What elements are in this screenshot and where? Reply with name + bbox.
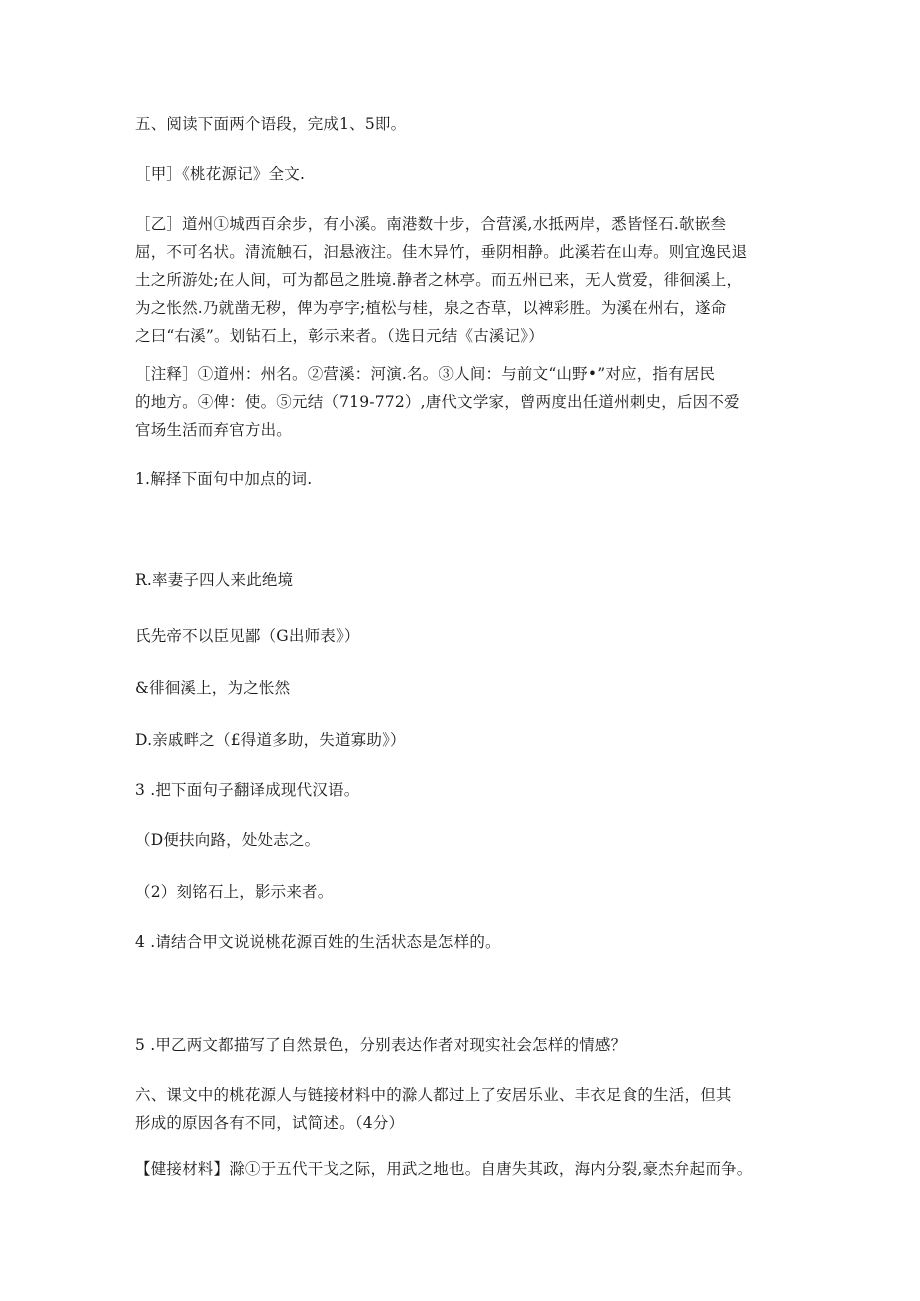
question-1: 1.解择下面句中加点的词. bbox=[135, 470, 313, 488]
question-3: 3 .把下面句子翻译成现代汉语。 bbox=[135, 781, 360, 799]
yi-line: 土之所游处;在人间，可为都邑之胜境.静者之林亭。而五州已来，无人赏爱，徘徊溪上， bbox=[135, 271, 743, 289]
section5-heading: 五、阅读下面两个语段，完成1、5即。 bbox=[135, 115, 407, 133]
notes-line: 的地方。④俾：使。⑤元结（719-772）,唐代文学家，曾两度出任道州刺史，后因不爱 bbox=[135, 393, 740, 411]
question-3-item-2: （2）刻铭石上，影示来者。 bbox=[135, 883, 334, 901]
section6 bbox=[135, 1081, 790, 1137]
section6-line: 形成的原因各有不同，试简述。（4分） bbox=[135, 1114, 405, 1132]
notes-passage bbox=[135, 360, 790, 444]
yi-passage bbox=[135, 210, 790, 350]
yi-line: 屈，不可名状。清流触石，汩悬液注。佳木异竹，垂阴相静。此溪若在山寿。则宜逸民退 bbox=[135, 243, 748, 261]
yi-line: 之曰“右溪”。划钻石上，彰示来者。（选日元结《古溪记》） bbox=[135, 327, 544, 345]
yi-line: ［乙］道州①城西百余步，有小溪。南港数十步，合营溪,水抵两岸，悉皆怪石.欹嵌叁 bbox=[135, 215, 727, 233]
notes-line: 官场生活而弃官方出。 bbox=[135, 421, 293, 439]
yi-line: 为之怅然.乃就凿无秽，俾为亭字;植松与桂，泉之杏草，以裨彩胜。为溪在州右，遂命 bbox=[135, 299, 727, 317]
jia-title: ［甲］《桃花源记》全文. bbox=[135, 165, 306, 183]
notes-line: ［注释］①道州：州名。②营溪：河演.名。③人间：与前文“山野•”对应，指有居民 bbox=[135, 365, 716, 383]
question-5: 5 .甲乙两文都描写了自然景色，分别表达作者对现实社会怎样的情感？ bbox=[135, 1036, 627, 1054]
section6-line: 六、课文中的桃花源人与链接材料中的滁人都过上了安居乐业、丰衣足食的生活，但其 bbox=[135, 1086, 732, 1104]
option-d: D.亲戚畔之（£得道多助，失道寡助》） bbox=[135, 731, 406, 749]
link-material: 【健接材料】滁①于五代干戈之际，用武之地也。自唐失其政，海内分裂,豪杰弁起而争。 bbox=[135, 1160, 753, 1178]
question-4: 4 .请结合甲文说说桃花源百姓的生活状态是怎样的。 bbox=[135, 933, 501, 951]
option-a: R.率妻子四人来此绝境 bbox=[135, 571, 294, 589]
option-c: &徘徊溪上，为之怅然 bbox=[135, 679, 291, 697]
option-b: 氏先帝不以臣见鄙（G出师表》） bbox=[135, 627, 360, 645]
question-3-item-1: （D便扶向路，处处志之。 bbox=[135, 831, 321, 849]
